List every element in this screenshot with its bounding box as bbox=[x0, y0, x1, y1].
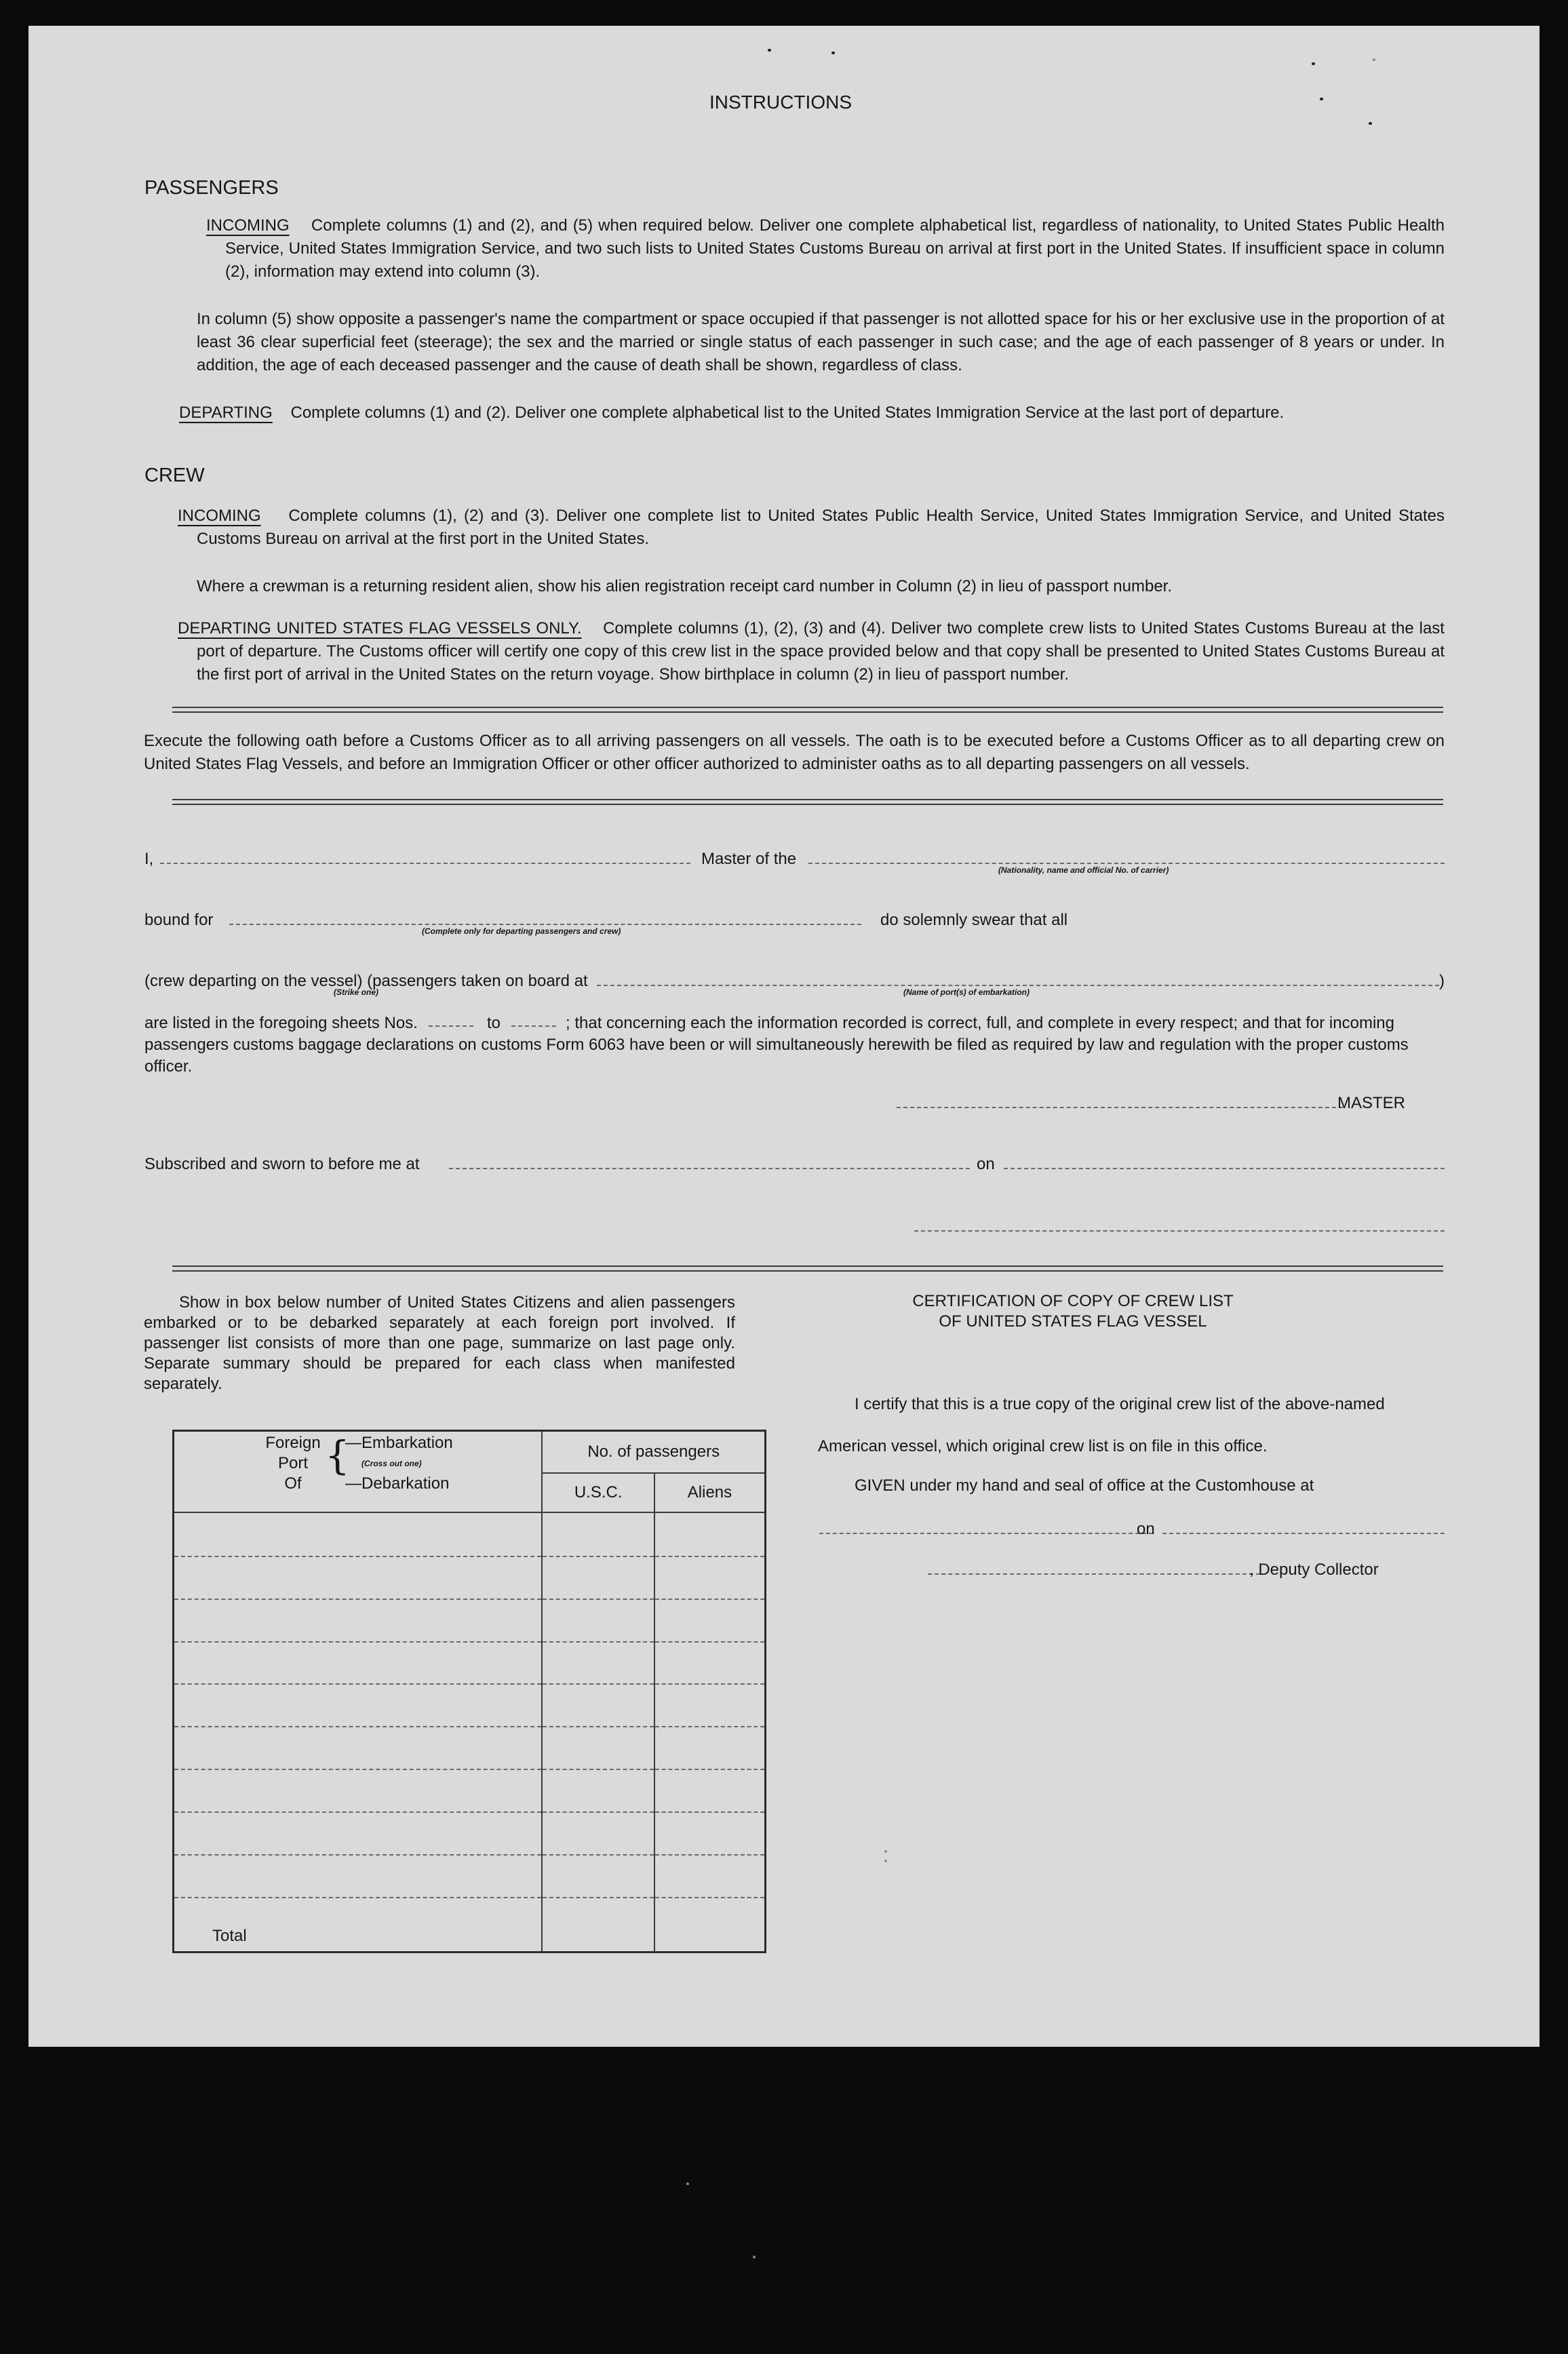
listed-suffix: ; that concerning each the information recorded is correct, full, and complete in every respect; and that for incoming bbox=[566, 1014, 1394, 1032]
total-label-cell bbox=[174, 1898, 543, 1952]
scan-speck bbox=[1369, 122, 1372, 125]
usc-total-cell[interactable] bbox=[542, 1898, 654, 1952]
certification-title-line2: OF UNITED STATES FLAG VESSEL bbox=[939, 1312, 1207, 1331]
usc-cell[interactable] bbox=[542, 1642, 654, 1685]
aliens-cell[interactable] bbox=[654, 1855, 766, 1898]
sheet-from-field[interactable] bbox=[429, 1025, 473, 1027]
aliens-cell[interactable] bbox=[654, 1642, 766, 1685]
crew-alien-text: Where a crewman is a returning resident alien, show his alien registration receipt card number in Column (2) in lieu of passport number. bbox=[197, 577, 1173, 595]
usc-cell[interactable] bbox=[542, 1727, 654, 1769]
aliens-cell[interactable] bbox=[654, 1599, 766, 1642]
ports-note: (Name of port(s) of embarkation) bbox=[903, 987, 1030, 997]
port-cell[interactable] bbox=[174, 1684, 543, 1727]
double-rule bbox=[172, 1266, 1443, 1272]
port-cell[interactable] bbox=[174, 1812, 543, 1855]
scan-speck bbox=[1312, 62, 1315, 65]
total-label: Total bbox=[212, 1927, 247, 1945]
embarkation-label: —Embarkation bbox=[345, 1434, 453, 1452]
listed-prefix: are listed in the foregoing sheets Nos. bbox=[144, 1014, 418, 1032]
scan-mark bbox=[753, 2256, 756, 2258]
officer-signature-field[interactable] bbox=[914, 1230, 1445, 1232]
port-cell[interactable] bbox=[174, 1556, 543, 1599]
customhouse-field[interactable] bbox=[819, 1533, 1153, 1534]
passengers-incoming-label: INCOMING bbox=[206, 216, 290, 235]
brace-glyph: { bbox=[325, 1432, 350, 1478]
passengers-heading: PASSENGERS bbox=[144, 177, 279, 199]
certify-text: I certify that this is a true copy of the original crew list of the above-named bbox=[855, 1395, 1385, 1413]
port-cell[interactable] bbox=[174, 1512, 543, 1556]
column5-paragraph: In column (5) show opposite a passenger's name the compartment or space occupied if that passenger is not allotted space for his or her exclusive use in the proportion of at least 36 clear superficial feet (steerage); the sex and the married or single status of each passenger in such case; and the age of each passenger of 8 years or under. In addition, the age of each deceased passenger and the cause of death shall be shown, regardless of class. bbox=[197, 310, 1445, 374]
scan-speck bbox=[1320, 98, 1323, 100]
aliens-cell[interactable] bbox=[654, 1769, 766, 1812]
aliens-cell[interactable] bbox=[654, 1512, 766, 1556]
passengers-departing-text: Complete columns (1) and (2). Deliver one complete alphabetical list to the United States Immigration Service at the last port of departure. bbox=[290, 404, 1285, 422]
nationality-note: (Nationality, name and official No. of carrier) bbox=[998, 865, 1169, 875]
usc-cell[interactable] bbox=[542, 1599, 654, 1642]
passengers-departing-label: DEPARTING bbox=[179, 404, 273, 422]
oath-instruction: Execute the following oath before a Customs Officer as to all arriving passengers on all vessels. The oath is to be executed before a Customs Officer as to all departing crew on United States Flag Vessels, and before an Immigration Officer or other officer authorized to administer oaths as to all departing passengers on all vessels. bbox=[144, 732, 1445, 773]
crew-departing-text: (crew departing on the vessel) (passengers taken on board at bbox=[144, 972, 588, 990]
passengers-incoming-paragraph bbox=[206, 214, 1445, 283]
port-cell[interactable] bbox=[174, 1642, 543, 1685]
usc-cell[interactable] bbox=[542, 1684, 654, 1727]
foreign-label: Foreign bbox=[265, 1434, 321, 1452]
sheet-to-field[interactable] bbox=[511, 1025, 556, 1027]
bound-for-label: bound for bbox=[144, 911, 214, 929]
no-of-passengers-header: No. of passengers bbox=[542, 1431, 765, 1473]
master-name-field[interactable] bbox=[160, 863, 690, 864]
deputy-signature-field[interactable] bbox=[928, 1573, 1260, 1575]
scan-speck bbox=[1373, 58, 1375, 61]
sworn-place-field[interactable] bbox=[449, 1168, 970, 1169]
given-text: GIVEN under my hand and seal of office at the Customhouse at bbox=[855, 1476, 1314, 1495]
port-cell[interactable] bbox=[174, 1727, 543, 1769]
port-label: Port bbox=[277, 1454, 308, 1472]
scan-mark bbox=[686, 2182, 689, 2185]
deputy-collector-label: , Deputy Collector bbox=[1249, 1561, 1379, 1579]
bound-for-field[interactable] bbox=[229, 924, 861, 925]
complete-only-note: (Complete only for departing passengers and crew) bbox=[422, 926, 621, 936]
summary-instruction: Show in box below number of United States Citizens and alien passengers embarked or to be debarked separately at each foreign port involved. If passenger list consists of more than one page, summarize on last page only. Separate summary should be prepared for each class when manifested separately. bbox=[144, 1293, 735, 1393]
american-vessel-text: American vessel, which original crew list is on file in this office. bbox=[818, 1437, 1268, 1455]
of-label: Of bbox=[284, 1474, 302, 1493]
aliens-cell[interactable] bbox=[654, 1812, 766, 1855]
cert-on-label: on bbox=[1137, 1520, 1155, 1538]
listed-line3: officer. bbox=[144, 1057, 193, 1076]
form-sheet bbox=[28, 26, 1540, 2047]
oath-i-label: I, bbox=[144, 850, 154, 868]
port-cell[interactable] bbox=[174, 1769, 543, 1812]
scan-speck bbox=[768, 49, 771, 52]
crew-incoming-paragraph bbox=[178, 505, 1445, 551]
sworn-on-label: on bbox=[977, 1155, 995, 1173]
to-label: to bbox=[487, 1014, 501, 1032]
page-title: INSTRUCTIONS bbox=[709, 92, 852, 113]
aliens-total-cell[interactable] bbox=[654, 1898, 766, 1952]
cert-date-field[interactable] bbox=[1162, 1533, 1445, 1534]
sworn-date-field[interactable] bbox=[1004, 1168, 1445, 1169]
port-cell[interactable] bbox=[174, 1599, 543, 1642]
crew-heading: CREW bbox=[144, 465, 205, 486]
usc-cell[interactable] bbox=[542, 1855, 654, 1898]
double-rule bbox=[172, 707, 1443, 713]
port-header-cell bbox=[174, 1431, 543, 1512]
usc-header: U.S.C. bbox=[542, 1473, 654, 1512]
usc-cell[interactable] bbox=[542, 1812, 654, 1855]
crew-departing-label: DEPARTING UNITED STATES FLAG VESSELS ONLY. bbox=[178, 619, 582, 637]
subscribed-label: Subscribed and sworn to before me at bbox=[144, 1155, 420, 1173]
aliens-cell[interactable] bbox=[654, 1727, 766, 1769]
close-paren: ) bbox=[1439, 972, 1445, 990]
master-label: MASTER bbox=[1337, 1094, 1406, 1112]
scan-speck bbox=[831, 52, 835, 54]
solemnly-swear-text: do solemnly swear that all bbox=[880, 911, 1068, 929]
crew-incoming-label: INCOMING bbox=[178, 507, 261, 525]
passenger-summary-table bbox=[172, 1430, 766, 1953]
crew-incoming-text: Complete columns (1), (2) and (3). Deliver one complete list to United States Public Health Service, United States Immigration Service, and United States Customs Bureau on arrival at the first port in the United States. bbox=[197, 507, 1445, 548]
crew-departing-text: Complete columns (1), (2), (3) and (4). Deliver two complete crew lists to United States Customs Bureau at the last port of departure. The Customs officer will certify one copy of this crew list in the space provided below and that copy shall be presented to United States Customs Bureau at the first port of arrival in the United States on the return voyage. Show birthplace in column (2) in lieu of passport number. bbox=[197, 619, 1445, 684]
passengers-incoming-text: Complete columns (1) and (2), and (5) when required below. Deliver one complete alphabetical list, regardless of nationality, to United States Public Health Service, United States Immigration Service, and two such lists to United States Customs Bureau on arrival at first port in the United States. If insufficient space in column (2), information may extend into column (3). bbox=[225, 216, 1445, 281]
ports-field[interactable] bbox=[597, 985, 1439, 986]
strike-one-note: (Strike one) bbox=[334, 987, 379, 997]
scan-speck bbox=[884, 1850, 887, 1853]
vessel-field[interactable] bbox=[808, 863, 1445, 864]
aliens-cell[interactable] bbox=[654, 1556, 766, 1599]
scan-speck bbox=[884, 1860, 887, 1862]
cross-out-note: (Cross out one) bbox=[361, 1459, 422, 1468]
aliens-header: Aliens bbox=[654, 1473, 766, 1512]
passengers-departing-line bbox=[179, 401, 1284, 425]
crew-departing-paragraph bbox=[178, 617, 1445, 686]
usc-cell[interactable] bbox=[542, 1769, 654, 1812]
debarkation-label: —Debarkation bbox=[345, 1474, 450, 1493]
usc-cell[interactable] bbox=[542, 1512, 654, 1556]
port-cell[interactable] bbox=[174, 1855, 543, 1898]
master-of-the-label: Master of the bbox=[701, 850, 797, 868]
certification-title bbox=[842, 1291, 1304, 1332]
certification-title-line1: CERTIFICATION OF COPY OF CREW LIST bbox=[912, 1292, 1234, 1310]
aliens-cell[interactable] bbox=[654, 1684, 766, 1727]
usc-cell[interactable] bbox=[542, 1556, 654, 1599]
listed-line2: passengers customs baggage declarations on customs Form 6063 have been or will simultaneously herewith be filed as required by law and regulation with the proper customs bbox=[144, 1036, 1409, 1054]
double-rule bbox=[172, 799, 1443, 805]
master-signature-field[interactable] bbox=[897, 1107, 1343, 1108]
